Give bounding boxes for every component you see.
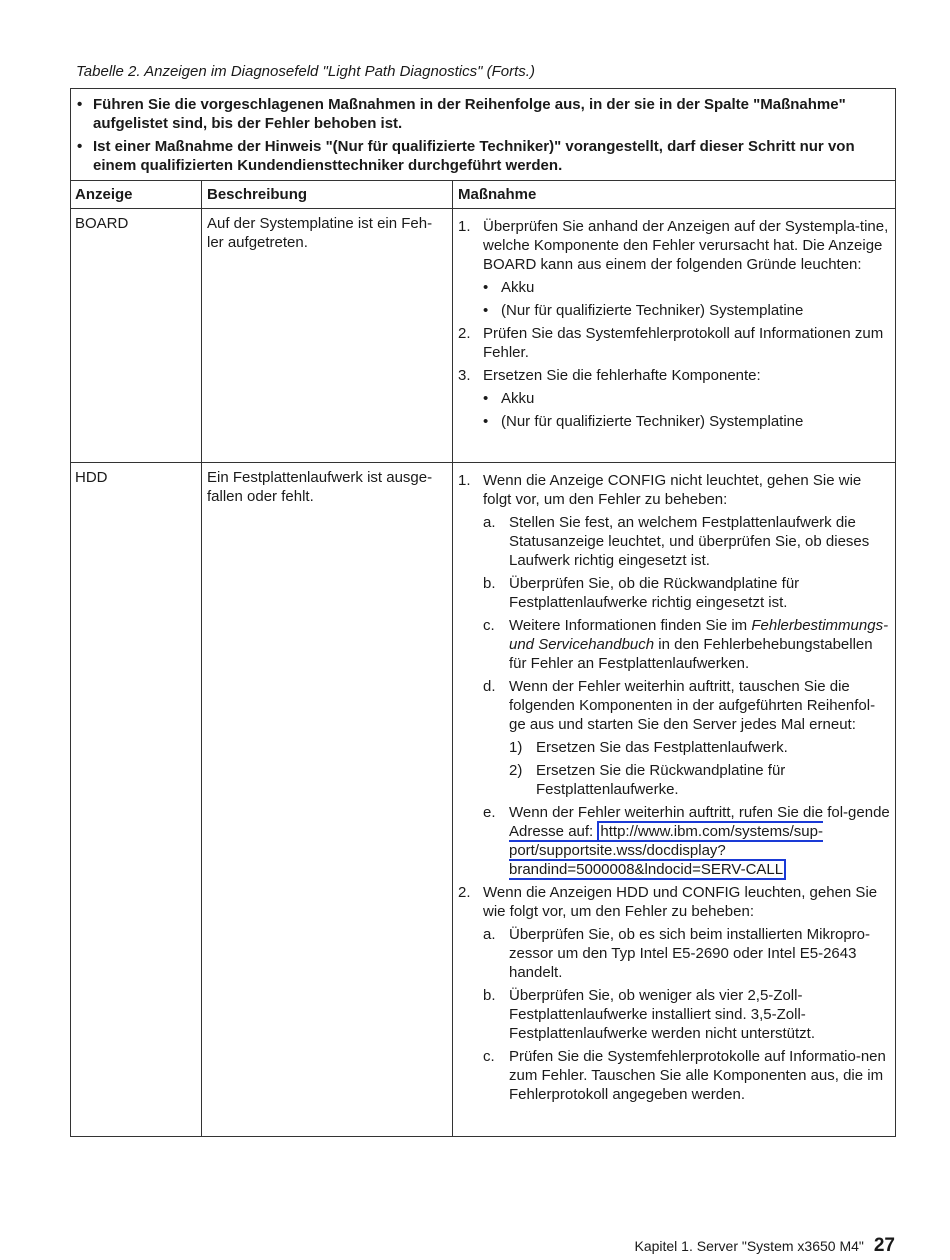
table-row xyxy=(71,209,895,463)
substep-text-part: in den Fehlerbehebungstabellen für Fehler an Festplattenlaufwerken. xyxy=(509,636,873,672)
substep-text: Prüfen Sie die Systemfehlerprotokolle auf Informatio-nen zum Fehler. Tauschen Sie alle Komponenten aus, die im Fehlerprotokoll angegeben werden. xyxy=(509,1048,886,1103)
step-text: Überprüfen Sie anhand der Anzeigen auf der Systempla-tine, welche Komponente den Fehler verursacht hat. Die Anzeige BOARD kann aus einem der folgenden Gründe leuchten: xyxy=(483,218,889,273)
substep-item xyxy=(483,1047,890,1104)
substep-item xyxy=(483,803,890,879)
bullet-item xyxy=(483,412,890,431)
step-number: 2. xyxy=(458,884,471,901)
substep-text: Stellen Sie fest, an welchem Festplattenlaufwerk die Statusanzeige leuchtet, und überprüfen Sie, ob dieses Laufwerk richtig eingesetzt ist. xyxy=(509,514,870,569)
cell-beschreibung: Ein Festplattenlaufwerk ist ausge-fallen oder fehlt. xyxy=(202,463,453,1137)
table-row xyxy=(71,463,895,1137)
bullet-text: (Nur für qualifizierte Techniker) Systemplatine xyxy=(501,302,804,319)
bullet-item xyxy=(483,301,890,320)
step-item xyxy=(458,366,890,385)
note-item xyxy=(77,95,887,133)
subsubstep-number: 1) xyxy=(509,739,523,756)
substep-item xyxy=(483,616,890,673)
bullet-item xyxy=(483,278,890,297)
step-item xyxy=(458,324,890,362)
bullet-icon: • xyxy=(483,413,489,430)
substep-text-part: Weitere Informationen finden Sie im xyxy=(509,617,752,634)
cell-anzeige: BOARD xyxy=(71,209,202,462)
table-header-row xyxy=(71,181,895,209)
table-notes xyxy=(71,89,895,181)
subsubstep-item xyxy=(509,761,890,799)
header-beschreibung: Beschreibung xyxy=(202,181,453,208)
cell-massnahme xyxy=(453,463,895,1137)
substep-item xyxy=(483,925,890,982)
page-number: 27 xyxy=(873,1235,895,1256)
table-caption: Tabelle 2. Anzeigen im Diagnosefeld "Light Path Diagnostics" (Forts.) xyxy=(76,63,535,80)
bullet-icon: • xyxy=(483,302,489,319)
step-item xyxy=(458,883,890,921)
step-item xyxy=(458,217,890,274)
substep-letter: d. xyxy=(483,678,496,695)
substep-item xyxy=(483,986,890,1043)
step-number: 2. xyxy=(458,325,471,342)
header-massnahme: Maßnahme xyxy=(458,186,537,203)
step-text: Wenn die Anzeigen HDD und CONFIG leuchten, gehen Sie wie folgt vor, um den Fehler zu beheben: xyxy=(483,884,878,920)
step-item xyxy=(458,471,890,509)
cell-beschreibung: Auf der Systemplatine ist ein Feh-ler aufgetreten. xyxy=(202,209,453,462)
page-footer xyxy=(634,1236,895,1256)
step-text: Ersetzen Sie die fehlerhafte Komponente: xyxy=(483,367,761,384)
substep-letter: c. xyxy=(483,1048,495,1065)
diagnostics-table xyxy=(70,88,896,1137)
substep-text: Wenn der Fehler weiterhin auftritt, tauschen Sie die folgenden Komponenten in der aufgeführten Reihenfol-ge aus und starten Sie den Server jedes Mal erneut: xyxy=(509,678,876,733)
note-text: Ist einer Maßnahme der Hinweis "(Nur für qualifizierte Techniker)" vorangestellt, darf dieser Schritt nur von einem qualifizierten Kundendiensttechniker durchgeführt werden. xyxy=(93,138,855,174)
substep-text xyxy=(509,803,890,879)
substep-item xyxy=(483,677,890,734)
substep-text: Überprüfen Sie, ob weniger als vier 2,5-Zoll-Festplattenlaufwerke installiert sind. 3,5-Zoll-Festplattenlaufwerke werden nicht unterstützt. xyxy=(509,987,815,1042)
cell-anzeige: HDD xyxy=(71,463,202,1137)
substep-text: Überprüfen Sie, ob es sich beim installierten Mikropro-zessor um den Typ Intel E5-2690 oder Intel E5-2643 handelt. xyxy=(509,926,870,981)
bullet-icon: • xyxy=(77,138,83,155)
subsubstep-text: Ersetzen Sie das Festplattenlaufwerk. xyxy=(536,739,788,756)
manual-title: Fehlerbestimmungs- und Servicehandbuch xyxy=(509,617,889,653)
substep-letter: c. xyxy=(483,617,495,634)
substep-item xyxy=(483,574,890,612)
step-text: Wenn die Anzeige CONFIG nicht leuchtet, gehen Sie wie folgt vor, um den Fehler zu beheben: xyxy=(483,472,862,508)
note-item xyxy=(77,137,887,175)
subsubstep-number: 2) xyxy=(509,762,523,779)
substep-letter: b. xyxy=(483,575,496,592)
bullet-text: Akku xyxy=(501,390,535,407)
step-number: 3. xyxy=(458,367,471,384)
chapter-label: Kapitel 1. Server "System x3650 M4" xyxy=(634,1238,864,1254)
bullet-icon: • xyxy=(483,279,489,296)
substep-letter: b. xyxy=(483,987,496,1004)
bullet-text: Akku xyxy=(501,279,535,296)
bullet-icon: • xyxy=(77,96,83,113)
step-text: Prüfen Sie das Systemfehlerprotokoll auf Informationen zum Fehler. xyxy=(483,325,884,361)
substep-text-part: Wenn der Fehler weiterhin auftritt, rufen Sie die fol-gende Adresse auf: xyxy=(509,804,890,840)
substep-letter: e. xyxy=(483,804,496,821)
substep-letter: a. xyxy=(483,926,496,943)
header-anzeige: Anzeige xyxy=(71,181,202,208)
substep-text xyxy=(509,616,890,673)
bullet-icon: • xyxy=(483,390,489,407)
step-number: 1. xyxy=(458,218,471,235)
subsubstep-text: Ersetzen Sie die Rückwandplatine für Festplattenlaufwerke. xyxy=(536,762,786,798)
note-text: Führen Sie die vorgeschlagenen Maßnahmen in der Reihenfolge aus, in der sie in der Spalte "Maßnahme" aufgelistet sind, bis der Fehler behoben ist. xyxy=(93,96,846,132)
step-number: 1. xyxy=(458,472,471,489)
substep-text: Überprüfen Sie, ob die Rückwandplatine für Festplattenlaufwerke richtig eingesetzt ist. xyxy=(509,575,800,611)
subsubstep-item xyxy=(509,738,890,757)
cell-massnahme xyxy=(453,209,895,462)
bullet-text: (Nur für qualifizierte Techniker) Systemplatine xyxy=(501,413,804,430)
ibm-support-link[interactable]: http://www.ibm.com/systems/sup-port/supportsite.wss/docdisplay?brandind=5000008&lndocid=SERV-CALL xyxy=(509,823,823,878)
bullet-item xyxy=(483,389,890,408)
substep-item xyxy=(483,513,890,570)
substep-letter: a. xyxy=(483,514,496,531)
